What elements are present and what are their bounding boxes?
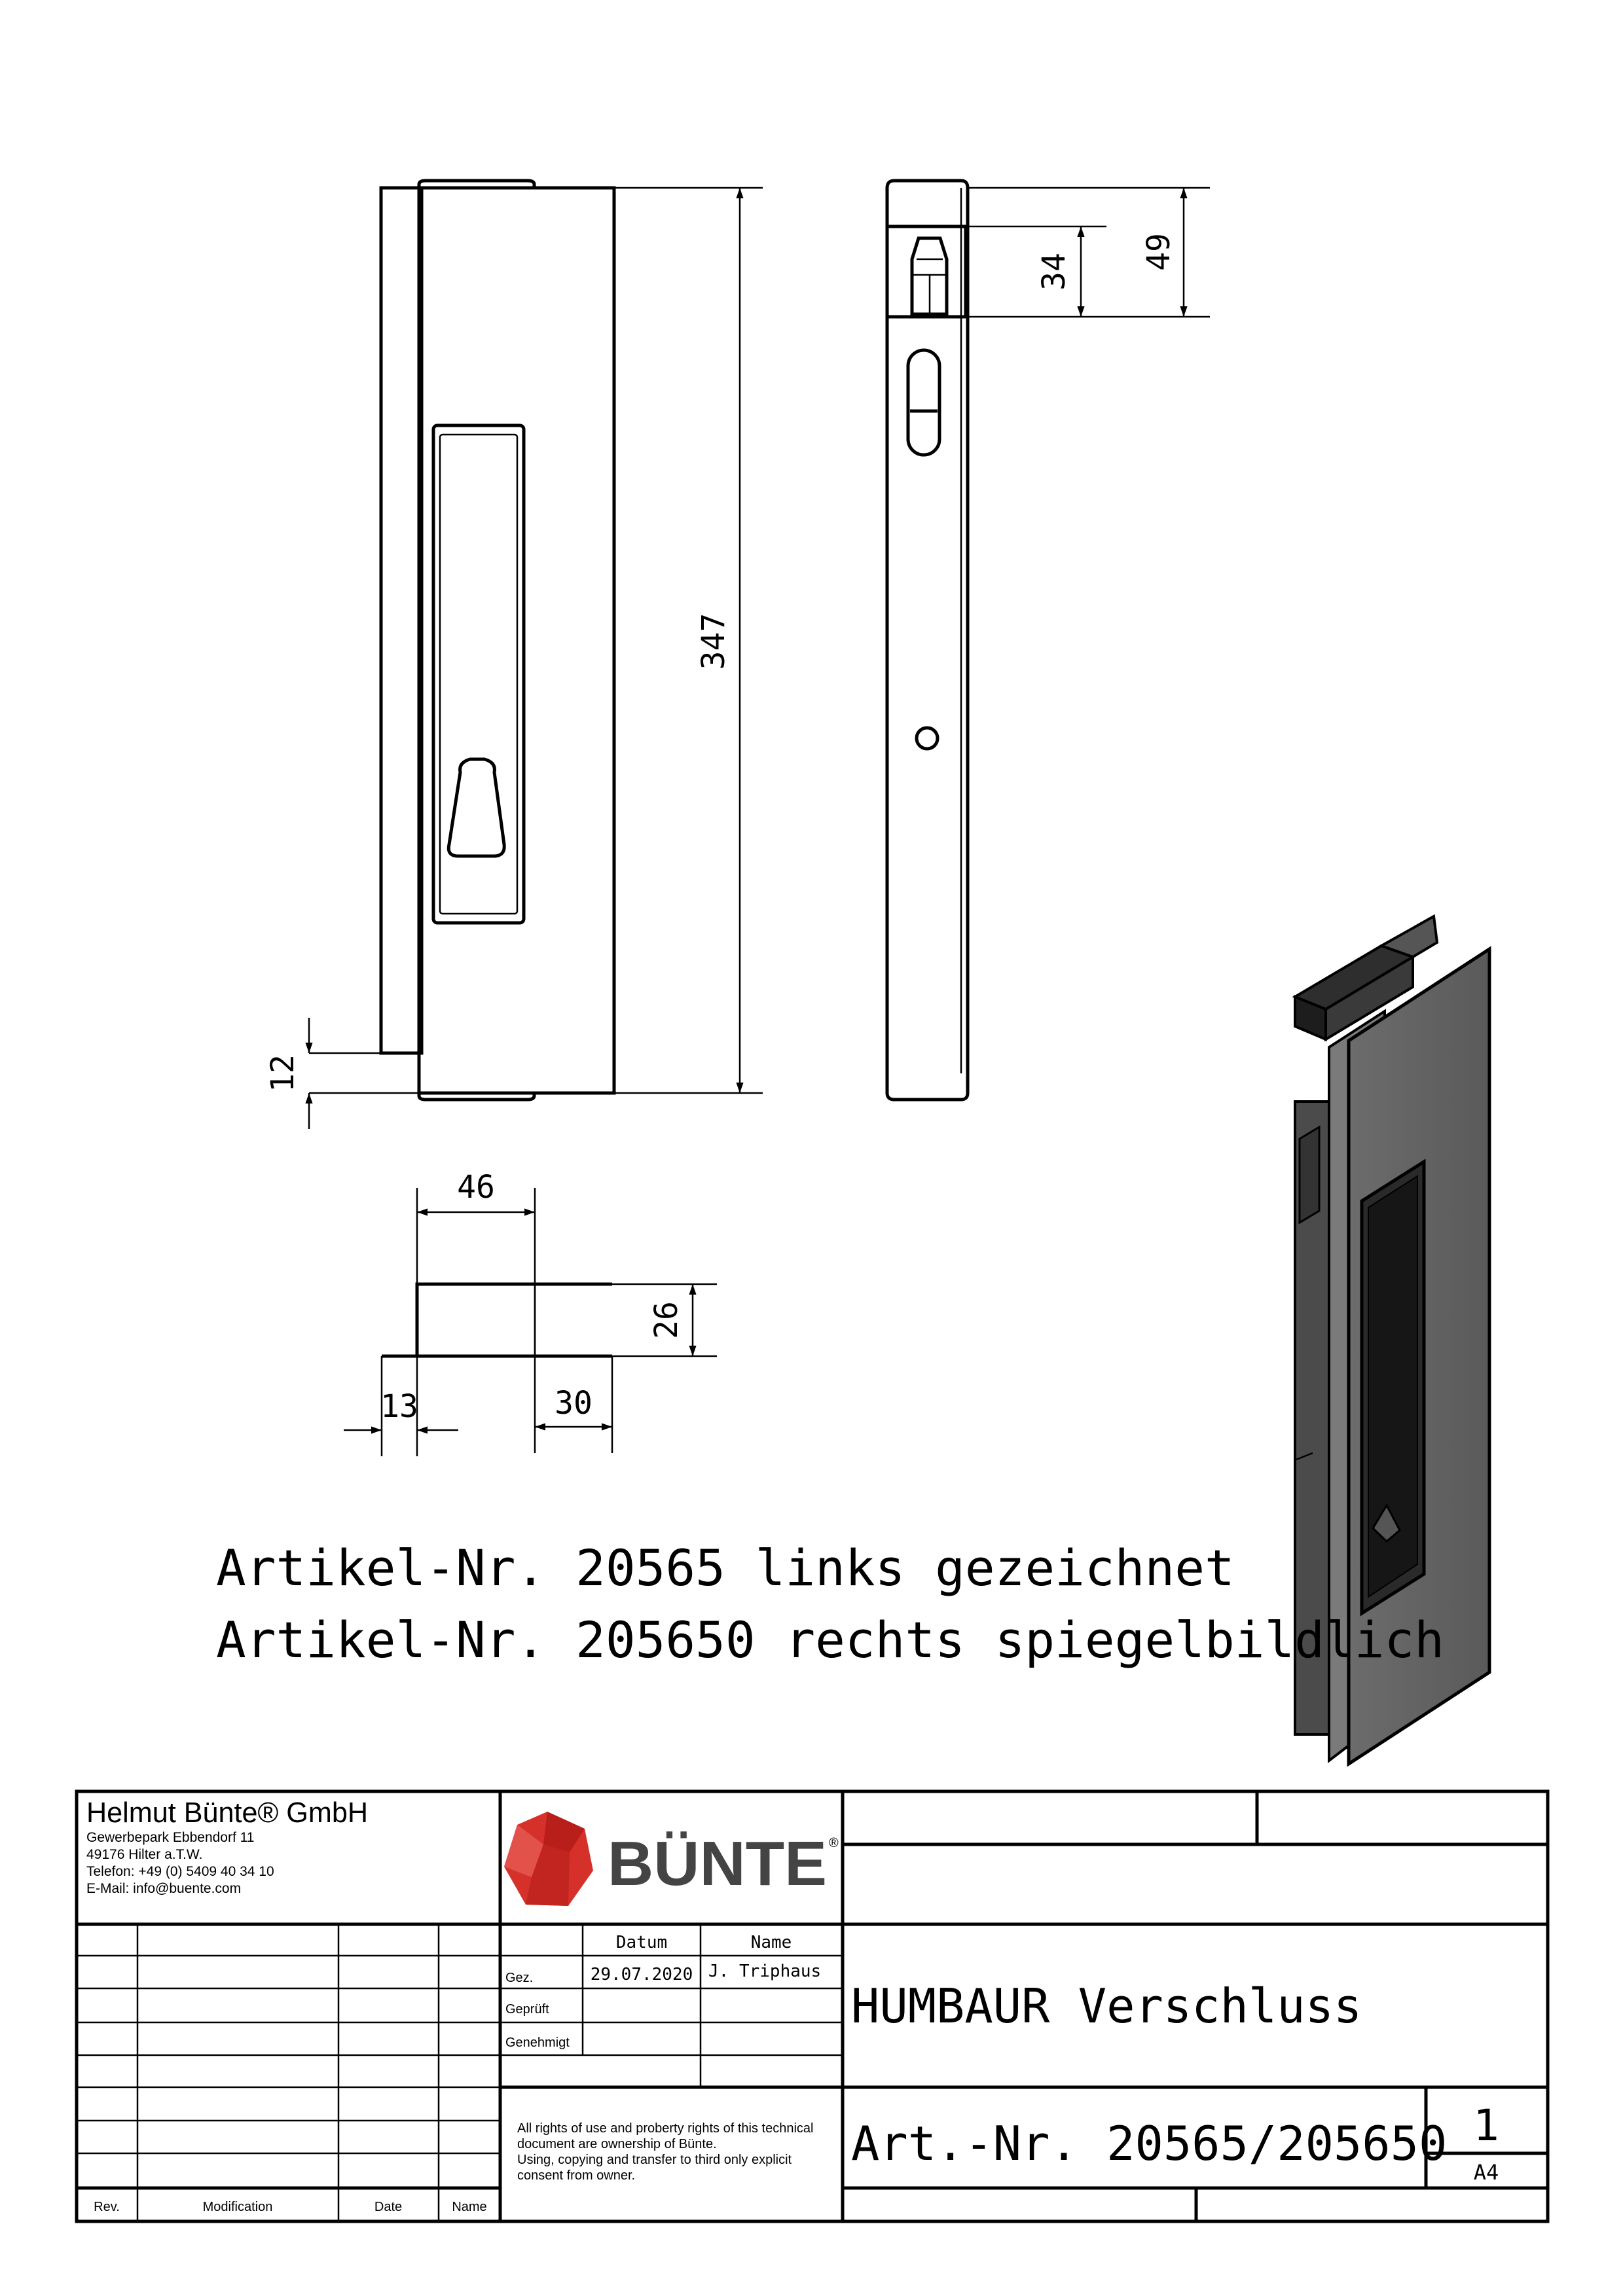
dimension-height-total — [614, 188, 763, 1093]
rev-label: Rev. — [94, 2200, 120, 2214]
name-label: Name — [452, 2200, 487, 2214]
row-geprueft: Geprüft — [505, 2002, 549, 2017]
dimension-top-offsets — [968, 188, 1210, 317]
section-view — [344, 1169, 717, 1456]
side-view-outline — [887, 181, 968, 1100]
company-name: Helmut Bünte® GmbH — [86, 1797, 368, 1829]
front-view-grip-recess — [433, 425, 524, 923]
row-genehmigt: Genehmigt — [505, 2036, 570, 2050]
part-title: HUMBAUR Verschluss — [851, 1979, 1362, 2034]
buente-logo — [504, 1812, 839, 1906]
dimension-label-46: 46 — [457, 1169, 495, 1206]
sheet-number: 1 — [1473, 2100, 1499, 2151]
note-article-left: Artikel-Nr. 20565 links gezeichnet — [216, 1539, 1235, 1597]
front-view-trigger — [448, 759, 504, 856]
company-address-1: Gewerbepark Ebbendorf 11 — [86, 1830, 255, 1845]
front-view — [381, 181, 614, 1100]
column-datum: Datum — [615, 1933, 668, 1952]
dimension-label-347: 347 — [695, 613, 732, 670]
rights-line-4: consent from owner. — [517, 2168, 636, 2183]
side-view — [887, 181, 968, 1100]
dimension-label-49: 49 — [1140, 233, 1177, 271]
brand-registered: ® — [829, 1836, 839, 1850]
dimension-label-30: 30 — [555, 1385, 593, 1422]
side-view-screw-hole — [917, 728, 938, 749]
rights-line-1: All rights of use and proberty rights of this technical — [517, 2121, 814, 2136]
row-gez: Gez. — [505, 1971, 534, 1985]
dimension-label-34: 34 — [1036, 253, 1072, 291]
title-block — [77, 1791, 1548, 2221]
drawn-date: 29.07.2020 — [590, 1965, 693, 1984]
side-view-slot — [908, 350, 939, 455]
company-address-4: E-Mail: info@buente.com — [86, 1881, 242, 1896]
company-address-3: Telefon: +49 (0) 5409 40 34 10 — [86, 1864, 274, 1879]
iso-back-latch — [1300, 1127, 1319, 1223]
note-article-right: Artikel-Nr. 205650 rechts spiegelbildlich — [216, 1611, 1444, 1669]
dimension-label-13: 13 — [380, 1388, 418, 1425]
article-number: Art.-Nr. 20565/205650 — [851, 2116, 1448, 2171]
rights-line-3: Using, copying and transfer to third only explicit — [517, 2153, 792, 2167]
front-view-grip-recess-inner — [440, 435, 517, 914]
dimension-bottom-offset — [264, 1018, 419, 1129]
date-label: Date — [374, 2200, 403, 2214]
dimension-label-12: 12 — [264, 1054, 301, 1092]
company-address-2: 49176 Hilter a.T.W. — [86, 1847, 203, 1862]
rights-line-2: document are ownership of Bünte. — [517, 2137, 717, 2151]
front-view-back-flange — [381, 188, 422, 1053]
column-name: Name — [750, 1933, 792, 1952]
modification-label: Modification — [202, 2200, 273, 2214]
sheet-format: A4 — [1473, 2160, 1499, 2185]
drawn-by: J. Triphaus — [708, 1962, 822, 1981]
dimension-label-26: 26 — [648, 1301, 685, 1339]
side-view-top-block — [887, 226, 966, 317]
brand-name: BÜNTE — [608, 1829, 827, 1899]
